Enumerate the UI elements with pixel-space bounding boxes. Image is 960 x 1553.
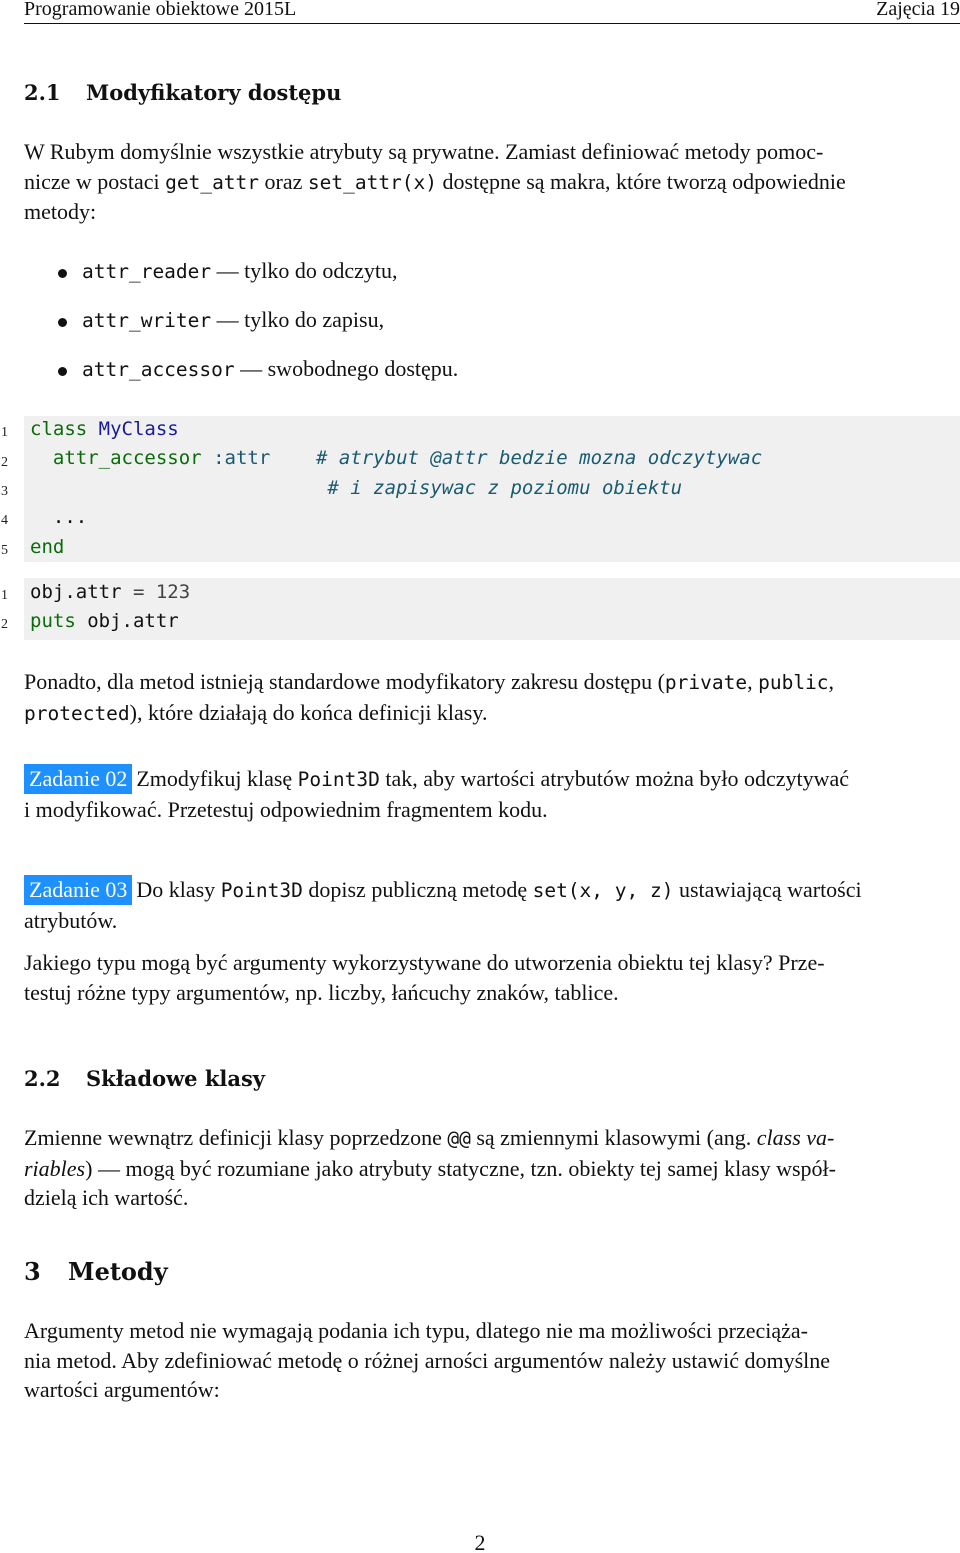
paragraph-line [24, 764, 960, 795]
section-title: Metody [68, 1257, 168, 1286]
paragraph-line: testuj różne typy argumentów, np. liczby, łańcuchy znaków, tablice. [24, 979, 619, 1005]
bullet-icon [58, 367, 67, 376]
bullet-icon [58, 318, 67, 327]
header-rule [24, 23, 960, 24]
emphasis: riables [24, 1155, 86, 1181]
line-number: 5 [1, 543, 8, 558]
text: nicze w postaci [24, 168, 166, 194]
code-line [30, 447, 762, 476]
number-literal: 123 [155, 581, 191, 603]
text: Ponadto, dla metod istnieją standardowe modyfikatory zakresu dostępu ( [24, 669, 665, 694]
paragraph-line [24, 1123, 960, 1154]
keyword: class [30, 418, 88, 440]
intro-line-1: W Rubym domyślnie wszystkie atrybuty są prywatne. Zamiast definiować metody pomoc- [24, 139, 824, 164]
code-line [30, 581, 190, 610]
inline-code: attr_accessor [82, 358, 235, 381]
section-heading-2-2 [24, 1066, 265, 1091]
modifiers-paragraph [24, 667, 960, 728]
paragraph-line: Argumenty metod nie wymagają podania ich typu, dlatego nie ma możliwości przeciąża- [24, 1318, 808, 1343]
text: — swobodnego dostępu. [234, 356, 459, 381]
list-item-text [82, 356, 458, 382]
task-02 [24, 764, 960, 824]
session-label: Zajęcia 19 [876, 0, 960, 20]
paragraph-line [24, 667, 960, 698]
line-number: 3 [1, 484, 8, 499]
text: , [828, 669, 835, 694]
task-badge: Zadanie 03 [24, 875, 132, 905]
text: ) — mogą być rozumiane jako atrybuty statyczne, tzn. obiekty tej samej klasy współ- [85, 1155, 836, 1181]
paragraph-line [24, 875, 960, 906]
identifier: obj [30, 581, 65, 603]
keyword: attr_accessor [52, 447, 202, 469]
text: dostępne są makra, które tworzą odpowiednie [437, 168, 846, 194]
code-block-obj-usage [24, 578, 960, 640]
line-number: 1 [1, 588, 8, 603]
inline-code: protected [24, 701, 130, 725]
inline-code: attr_reader [82, 260, 212, 283]
inline-code: public [758, 671, 829, 694]
comment: # atrybut @attr bedzie mozna odczytywac [316, 447, 763, 469]
section-title: Składowe klasy [86, 1066, 266, 1091]
class-members-paragraph [24, 1123, 960, 1213]
page-header [24, 0, 960, 24]
text: Zmodyfikuj klasę [136, 766, 298, 791]
method-call: .attr [64, 581, 122, 603]
section-heading-3 [24, 1257, 168, 1286]
task-badge: Zadanie 02 [24, 764, 132, 794]
text: — tylko do odczytu, [211, 258, 398, 283]
text: tak, aby wartości atrybutów można było odczytywać [379, 766, 850, 791]
intro-line-2 [24, 167, 960, 198]
inline-code: @@ [447, 1127, 471, 1150]
text: Do klasy [136, 877, 221, 902]
bullet-icon [58, 269, 67, 278]
line-number: 2 [1, 455, 8, 470]
page-number: 2 [474, 1530, 486, 1553]
section-number: 2.1 [24, 80, 61, 105]
paragraph-line: atrybutów. [24, 907, 118, 933]
code-line [30, 477, 682, 506]
section-number: 2.2 [24, 1066, 61, 1091]
task-03 [24, 875, 960, 935]
paragraph-line: Jakiego typu mogą być argumenty wykorzystywane do utworzenia obiektu tej klasy? Prze- [24, 950, 825, 975]
identifier: obj [75, 610, 122, 632]
paragraph-line: wartości argumentów: [24, 1377, 220, 1402]
section-title: Modyfikatory dostępu [86, 80, 342, 105]
code-block-myclass [24, 416, 960, 562]
comment: # i zapisywac z poziomu obiektu [327, 477, 683, 499]
text: , [747, 669, 759, 694]
paragraph-line: nia metod. Aby zdefiniować metodę o różnej arności argumentów należy ustawić domyślne [24, 1347, 831, 1373]
line-number: 4 [1, 513, 8, 528]
symbol: :attr [213, 447, 271, 469]
inline-code: private [664, 671, 748, 694]
ellipsis: ... [52, 506, 88, 528]
line-number: 2 [1, 617, 8, 632]
code-line [30, 418, 179, 447]
section-heading-2-1 [24, 80, 341, 105]
text: ), które działają do końca definicji klasy. [129, 699, 488, 725]
intro-paragraph [24, 137, 960, 227]
intro-line-3: metody: [24, 199, 97, 224]
text: — tylko do zapisu, [211, 307, 385, 332]
text: dopisz publiczną metodę [302, 877, 533, 902]
course-title: Programowanie obiektowe 2015L [24, 0, 297, 20]
class-name: MyClass [98, 418, 179, 440]
paragraph-line: dzielą ich wartość. [24, 1185, 189, 1210]
paragraph-line [24, 1154, 960, 1184]
inline-code: get_attr [165, 170, 260, 194]
inline-code: Point3D [220, 879, 303, 902]
paragraph-line: i modyfikować. Przetestuj odpowiednim fragmentem kodu. [24, 796, 548, 822]
line-number: 1 [1, 425, 8, 440]
keyword: end [30, 536, 65, 558]
list-item-text [82, 258, 398, 284]
task-03-question [24, 948, 960, 1007]
text: ustawiającą wartości [673, 877, 862, 902]
method-call: .attr [121, 610, 179, 632]
inline-code: set_attr(x) [307, 170, 438, 194]
code-line [30, 506, 87, 535]
section-number: 3 [24, 1257, 41, 1286]
paragraph-line [24, 698, 960, 729]
list-item-text [82, 307, 384, 333]
keyword: puts [30, 610, 76, 632]
inline-code: Point3D [297, 768, 380, 791]
text: Zmienne wewnątrz definicji klasy poprzedzone [24, 1125, 448, 1150]
text: są zmiennymi klasowymi (ang. [470, 1125, 757, 1150]
emphasis: class va- [756, 1125, 835, 1150]
operator: = [121, 581, 156, 603]
code-line [30, 610, 179, 639]
code-line [30, 536, 64, 565]
text: oraz [259, 168, 308, 194]
inline-code: attr_writer [82, 309, 212, 332]
inline-code: set(x, y, z) [532, 879, 674, 902]
methods-paragraph [24, 1316, 960, 1405]
